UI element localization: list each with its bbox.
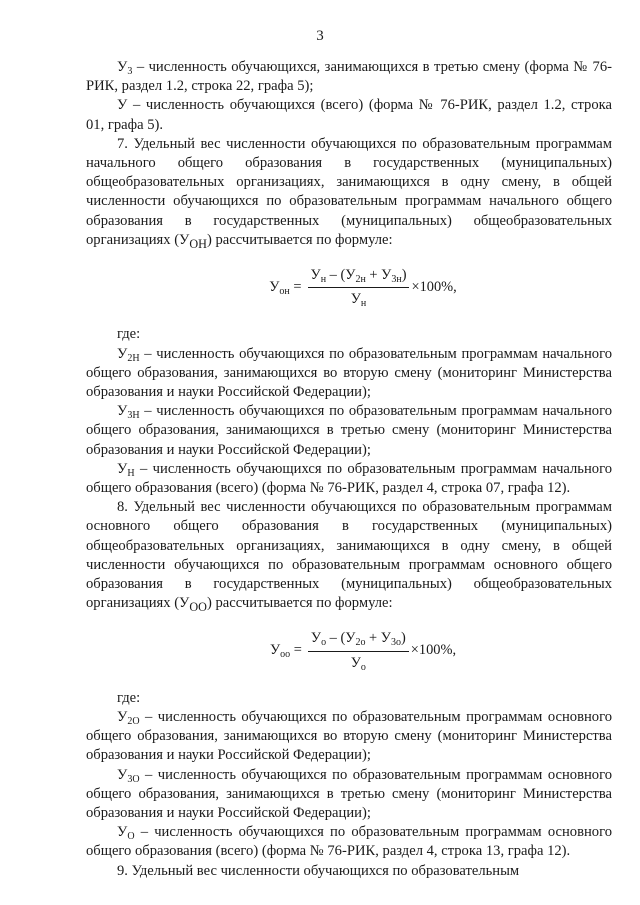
where-label: где:	[117, 689, 141, 706]
formula-lhs: $У_{оо}$ =	[269, 642, 302, 661]
symbol: $У_{2О}$	[117, 708, 140, 727]
symbol: $У_{3Н}$	[117, 403, 140, 422]
formula-multiplier: ×100%,	[411, 279, 457, 296]
formula-uon	[114, 266, 612, 309]
symbol: $У_{2Н}$	[117, 345, 140, 364]
definition-un: $У_Н$ – численность обучающихся по образовательным программам начального общего образования (всего) (форма № 76-РИК, раздел 4, строка 07, графа 12).	[86, 460, 612, 496]
paragraph-7: 7. Удельный вес численности обучающихся по образовательным программам начального общего образования в государственных (муниципальных) общеобразовательных организациях, занимающихся в одну смену, в общей численности обучающихся по образовательным программам начального общего образования в государственных (муниципальных) общеобразовательных организациях $(У_{ОН})$ рассчитывается по формуле:	[86, 135, 612, 251]
formula-denominator: $У_о$	[350, 654, 366, 673]
definition-u3o: $У_{3О}$ – численность обучающихся по образовательным программам основного общего образования, занимающихся в третью смену (мониторинг Министерства образования и науки Российской Федерации);	[86, 766, 612, 821]
document-body	[86, 58, 612, 881]
symbol: $У_3$	[117, 59, 133, 77]
symbol: $У_О$	[117, 824, 135, 843]
formula-multiplier: ×100%,	[410, 642, 457, 659]
paragraph-8: 8. Удельный вес численности обучающихся по образовательным программам основного общего образования в государственных (муниципальных) общеобразовательных организациях, занимающихся в одну смену, в общей численности обучающихся по образовательным программам основного общего образования в государственных (муниципальных) общеобразовательных организациях $(У_{ОО})$ рассчитывается по формуле:	[86, 499, 612, 615]
where-label: где:	[117, 326, 141, 343]
formula-uoo	[114, 629, 612, 672]
formula-denominator: $У_н$	[350, 291, 367, 310]
page-number: 3	[316, 28, 324, 44]
definition-u3n: $У_{3Н}$ – численность обучающихся по образовательным программам начального общего образования, занимающихся в третью смену (мониторинг Министерства образования и науки Российской Федерации);	[86, 403, 612, 458]
definition-u2n: $У_{2Н}$ – численность обучающихся по образовательным программам начального общего образования, занимающихся во вторую смену (мониторинг Министерства образования и науки Российской Федерации);	[86, 345, 612, 400]
formula-numerator: $У_о - (У_{2о} + У_{3о})$	[308, 629, 409, 651]
formula-fraction	[308, 266, 410, 309]
definition-u3: $У_3$ – численность обучающихся, занимающихся в третью смену (форма № 76-РИК, раздел 1.2, строка 22, графа 5);	[86, 59, 612, 95]
symbol: У	[117, 97, 128, 114]
definition-u2o: $У_{2О}$ – численность обучающихся по образовательным программам основного общего образования, занимающихся во вторую смену (мониторинг Министерства образования и науки Российской Федерации);	[86, 708, 612, 764]
definition-u-total: У – численность обучающихся (всего) (форма № 76-РИК, раздел 1.2, строка 01, графа 5).	[86, 97, 612, 133]
symbol: $У_{3О}$	[117, 766, 140, 785]
formula-fraction	[308, 629, 409, 672]
symbol: $У_Н$	[117, 460, 135, 479]
paragraph-9: 9. Удельный вес численности обучающихся по образовательным	[117, 862, 520, 879]
definition-uo: $У_О$ – численность обучающихся по образовательным программам основного общего образования (всего) (форма № 76-РИК, раздел 4, строка 13, графа 12).	[86, 824, 612, 860]
formula-numerator: $У_н - (У_{2н} + У_{3н})$	[308, 266, 410, 288]
formula-lhs: $У_{он}$ =	[269, 279, 302, 298]
